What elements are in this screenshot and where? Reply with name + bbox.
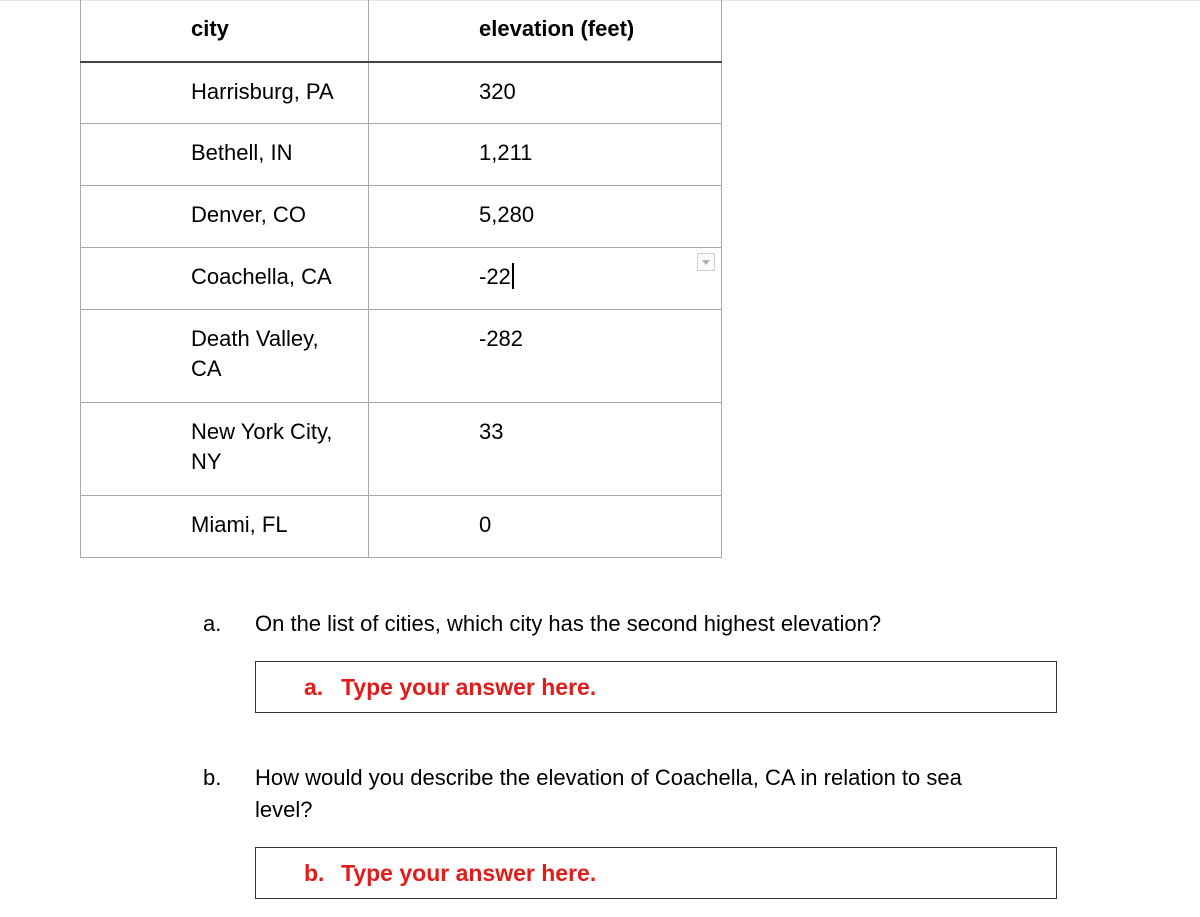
- answer-b-field[interactable]: [255, 847, 1057, 899]
- cell-city-line1: New York City,: [191, 419, 333, 444]
- answer-a-text: Type your answer here.: [341, 674, 597, 700]
- answer-b-text: Type your answer here.: [341, 860, 597, 886]
- cell-elevation[interactable]: -282: [369, 310, 722, 403]
- answer-a-field[interactable]: [255, 661, 1057, 713]
- cell-elevation[interactable]: 5,280: [369, 186, 722, 248]
- table-header-row: [81, 0, 722, 62]
- table-row: [81, 248, 722, 310]
- question-a-text: On the list of cities, which city has the second highest elevation?: [255, 611, 882, 636]
- header-elevation[interactable]: elevation (feet): [369, 0, 722, 62]
- question-b-text: [255, 762, 1035, 826]
- cell-city[interactable]: Coachella, CA: [81, 248, 369, 310]
- cell-city[interactable]: Denver, CO: [81, 186, 369, 248]
- cell-dropdown-icon[interactable]: [697, 253, 715, 271]
- cell-elevation-value: -22: [479, 264, 511, 289]
- question-b-letter: b.: [203, 765, 222, 790]
- text-cursor: [512, 263, 514, 289]
- answer-a-prompt: [304, 672, 596, 702]
- cell-elevation-active[interactable]: [369, 248, 722, 310]
- question-b-text-line2: level?: [255, 797, 313, 822]
- cell-elevation[interactable]: 1,211: [369, 124, 722, 186]
- cell-city[interactable]: [81, 403, 369, 496]
- table-row: [81, 496, 722, 558]
- table-row: [81, 310, 722, 403]
- elevation-table: [80, 0, 722, 558]
- question-b-text-line1: How would you describe the elevation of Coachella, CA in relation to sea: [255, 765, 962, 790]
- header-city[interactable]: city: [81, 0, 369, 62]
- table-row: [81, 186, 722, 248]
- cell-city[interactable]: Bethell, IN: [81, 124, 369, 186]
- answer-b-prompt: [304, 858, 596, 888]
- question-a-letter: a.: [203, 611, 222, 636]
- answer-b-letter: b.: [304, 860, 325, 886]
- cell-city[interactable]: Miami, FL: [81, 496, 369, 558]
- table-row: [81, 62, 722, 124]
- cell-city-line2: CA: [191, 356, 222, 381]
- cell-city[interactable]: [81, 310, 369, 403]
- table-row: [81, 403, 722, 496]
- answer-a-letter: a.: [304, 674, 324, 700]
- cell-elevation[interactable]: 0: [369, 496, 722, 558]
- cell-elevation[interactable]: 320: [369, 62, 722, 124]
- table-row: [81, 124, 722, 186]
- cell-city-line1: Death Valley,: [191, 326, 319, 351]
- cell-elevation[interactable]: 33: [369, 403, 722, 496]
- cell-city[interactable]: Harrisburg, PA: [81, 62, 369, 124]
- cell-city-line2: NY: [191, 449, 222, 474]
